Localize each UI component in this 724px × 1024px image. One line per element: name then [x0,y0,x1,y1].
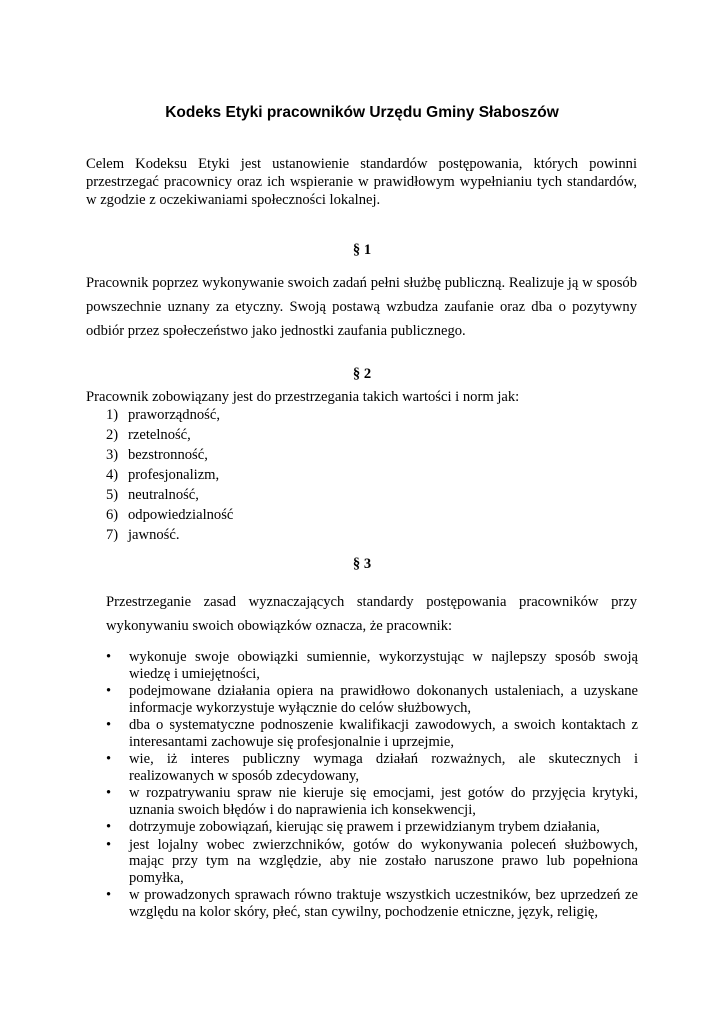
list-number: 1) [106,407,119,423]
list-item [104,649,638,682]
list-number: 5) [106,487,119,503]
list-number: 3) [106,447,119,463]
list-text: dotrzymuje zobowiązań, kierując się prawem i przewidzianym trybem działania, [129,819,600,835]
bullet-icon: • [106,887,112,903]
bullet-icon: • [106,751,112,767]
list-item [106,505,233,525]
list-item [106,425,233,445]
list-item [104,785,638,818]
section-2-text: Pracownik zobowiązany jest do przestrzegania takich wartości i norm jak: [86,389,520,405]
bullet-icon: • [106,819,112,835]
section-3-heading: § 3 [352,556,372,572]
list-text: bezstronność, [128,447,208,463]
bullet-icon: • [106,649,112,665]
list-text: rzetelność, [128,427,191,443]
obligations-list [104,649,638,921]
section-3-text: Przestrzeganie zasad wyznaczających standardy postępowania pracowników przy wykonywaniu swoich obowiązków oznacza, że pracownik: [106,594,637,634]
intro-paragraph: Celem Kodeksu Etyki jest ustanowienie standardów postępowania, których powinni przestrzegać pracownicy oraz ich wspieranie w prawidłowym wypełnianiu tych standardów, w zgodzie z oczekiwaniami społeczności lokalnej. [86,156,637,208]
list-text: podejmowane działania opiera na prawidłowo dokonanych ustaleniach, a uzyskane informacje wykorzystuje wyłącznie do celów służbowych, [129,683,638,716]
section-2-heading: § 2 [352,366,372,382]
list-text: dba o systematyczne podnoszenie kwalifikacji zawodowych, a swoich kontaktach z interesantami zachowuje się profesjonalnie i uprzejmie, [129,717,638,750]
list-text: jawność. [128,527,180,543]
document-title: Kodeks Etyki pracowników Urzędu Gminy Słaboszów [165,104,559,121]
values-list [106,405,233,545]
list-text: odpowiedzialność [128,507,234,523]
bullet-icon: • [106,836,112,853]
list-text: w prowadzonych sprawach równo traktuje wszystkich uczestników, bez uprzedzeń ze względu na kolor skóry, płeć, stan cywilny, pochodzenie etniczne, język, religię, [129,887,638,920]
list-item [106,525,233,545]
bullet-icon: • [106,683,112,699]
section-1-text: Pracownik poprzez wykonywanie swoich zadań pełni służbę publiczną. Realizuje ją w sposób powszechnie uznany za etyczny. Swoją postawą wzbudza zaufanie oraz dba o pozytywny odbiór przez społeczeństwo jako jednostki zaufania publicznego. [86,275,637,339]
list-item [106,485,233,505]
bullet-icon: • [106,717,112,733]
list-text: wykonuje swoje obowiązki sumiennie, wykorzystując w najlepszy sposób swoją wiedzę i umiejętności, [129,649,638,682]
list-item [106,465,233,485]
list-number: 6) [106,507,119,523]
list-item [104,887,638,920]
list-number: 7) [106,527,119,543]
list-number: 2) [106,427,119,443]
list-item [104,683,638,716]
list-item [104,837,638,887]
list-number: 4) [106,467,119,483]
list-item [106,405,233,425]
list-text: jest lojalny wobec zwierzchników, gotów do wykonywania poleceń służbowych, mając przy tym na względzie, aby nie zostało naruszone prawo lub popełniona pomyłka, [129,836,638,886]
list-item [104,751,638,784]
list-text: profesjonalizm, [128,467,220,483]
list-text: neutralność, [128,487,199,503]
list-item [104,819,638,836]
list-text: w rozpatrywaniu spraw nie kieruje się emocjami, jest gotów do przyjęcia krytyki, uznania swoich błędów i do naprawienia ich konsekwencji, [129,785,638,818]
list-text: wie, iż interes publiczny wymaga działań rozważnych, ale skutecznych i realizowanych w sposób zdecydowany, [129,751,638,784]
bullet-icon: • [106,785,112,801]
list-text: praworządność, [128,407,220,423]
section-1-heading: § 1 [352,242,372,258]
list-item [104,717,638,750]
list-item [106,445,233,465]
